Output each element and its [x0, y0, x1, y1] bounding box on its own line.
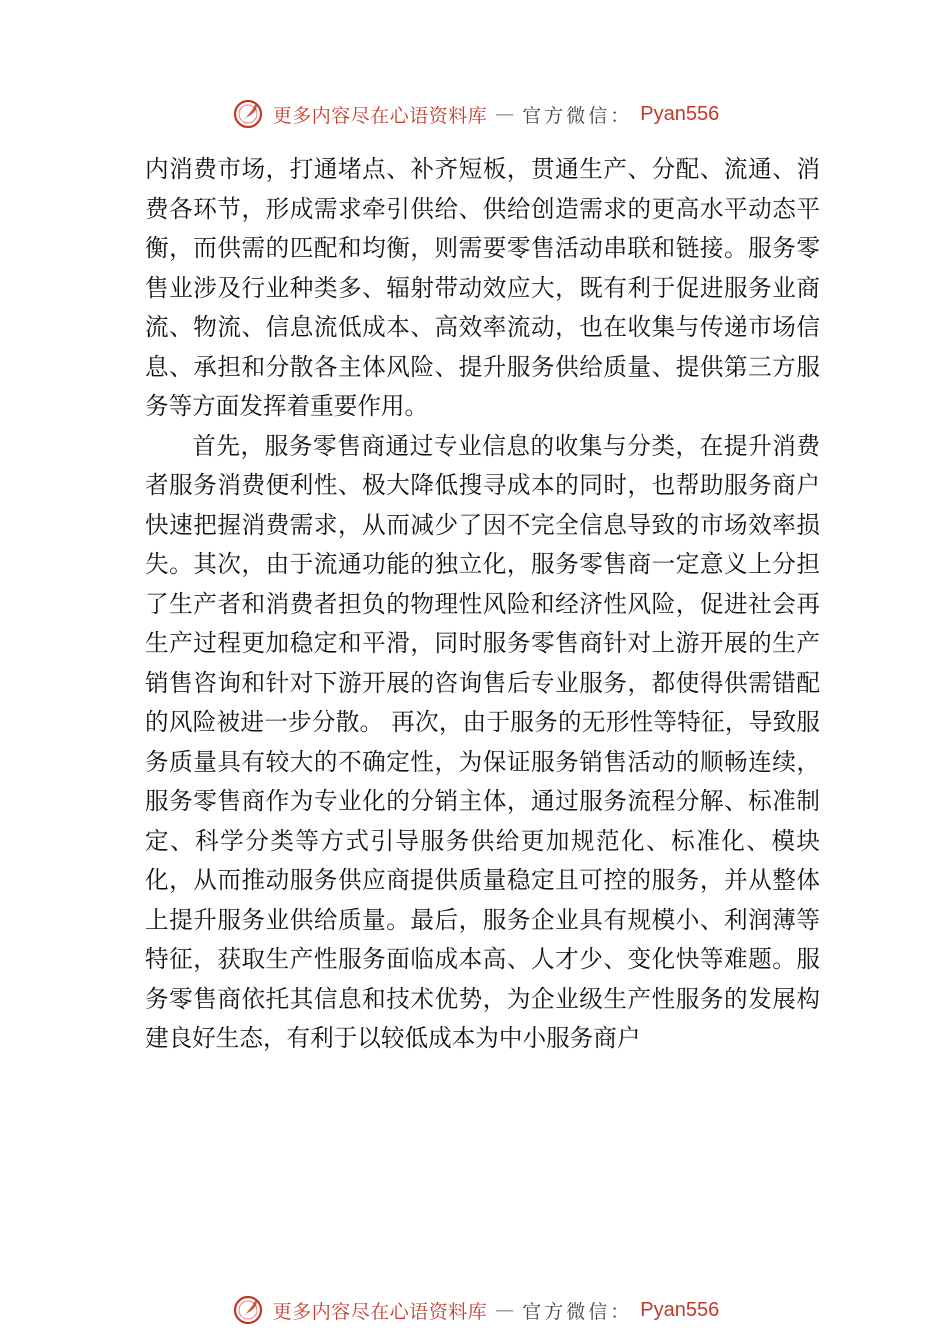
paragraph-2: 首先，服务零售商通过专业信息的收集与分类，在提升消费者服务消费便利性、极大降低搜寻成本的同时，也帮助服务商户快速把握消费需求，从而减少了因不完全信息导致的市场效率损失。其次，由于流通功能的独立化，服务零售商一定意义上分担了生产者和消费者担负的物理性风险和经济性风险，促进社会再生产过程更加稳定和平滑，同时服务零售商针对上游开展的生产销售咨询和针对下游开展的咨询售后专业服务，都使得供需错配的风险被进一步分散。 再次，由于服务的无形性等特征，导致服务质量具有较大的不确定性，为保证服务销售活动的顺畅连续，服务零售商作为专业化的分销主体，通过服务流程分解、标准制定、科学分类等方式引导服务供给更加规范化、标准化、模块化，从而推动服务供应商提供质量稳定且可控的服务，并从整体上提升服务业供给质量。最后，服务企业具有规模小、利润薄等特征，获取生产性服务面临成本高、人才少、变化快等难题。服务零售商依托其信息和技术优势，为企业级生产性服务的发展构建良好生态，有利于以较低成本为中小服务商户	[145, 431, 820, 1052]
watermark-site-text: 更多内容尽在心语资料库	[272, 104, 488, 127]
watermark-dash: —	[495, 103, 515, 125]
watermark-site-text: 更多内容尽在心语资料库	[272, 1300, 488, 1323]
document-body	[145, 150, 820, 1059]
watermark-header	[0, 94, 950, 134]
watermark-official-label: 官方微信：	[522, 104, 633, 127]
watermark-official-label: 官方微信：	[522, 1300, 633, 1323]
watermark-wechat-id: Pyan556	[640, 1298, 720, 1321]
feather-seal-logo-icon	[231, 1293, 265, 1327]
feather-seal-logo-icon	[231, 97, 265, 131]
watermark-footer	[0, 1290, 950, 1330]
paragraph-1: 内消费市场，打通堵点、补齐短板，贯通生产、分配、流通、消费各环节，形成需求牵引供给、供给创造需求的更高水平动态平衡，而供需的匹配和均衡，则需要零售活动串联和链接。服务零售业涉及行业种类多、辐射带动效应大，既有利于促进服务业商流、物流、信息流低成本、高效率流动，也在收集与传递市场信息、承担和分散各主体风险、提升服务供给质量、提供第三方服务等方面发挥着重要作用。	[145, 155, 820, 420]
watermark-dash: —	[495, 1299, 515, 1321]
watermark-wechat-id: Pyan556	[640, 102, 720, 125]
